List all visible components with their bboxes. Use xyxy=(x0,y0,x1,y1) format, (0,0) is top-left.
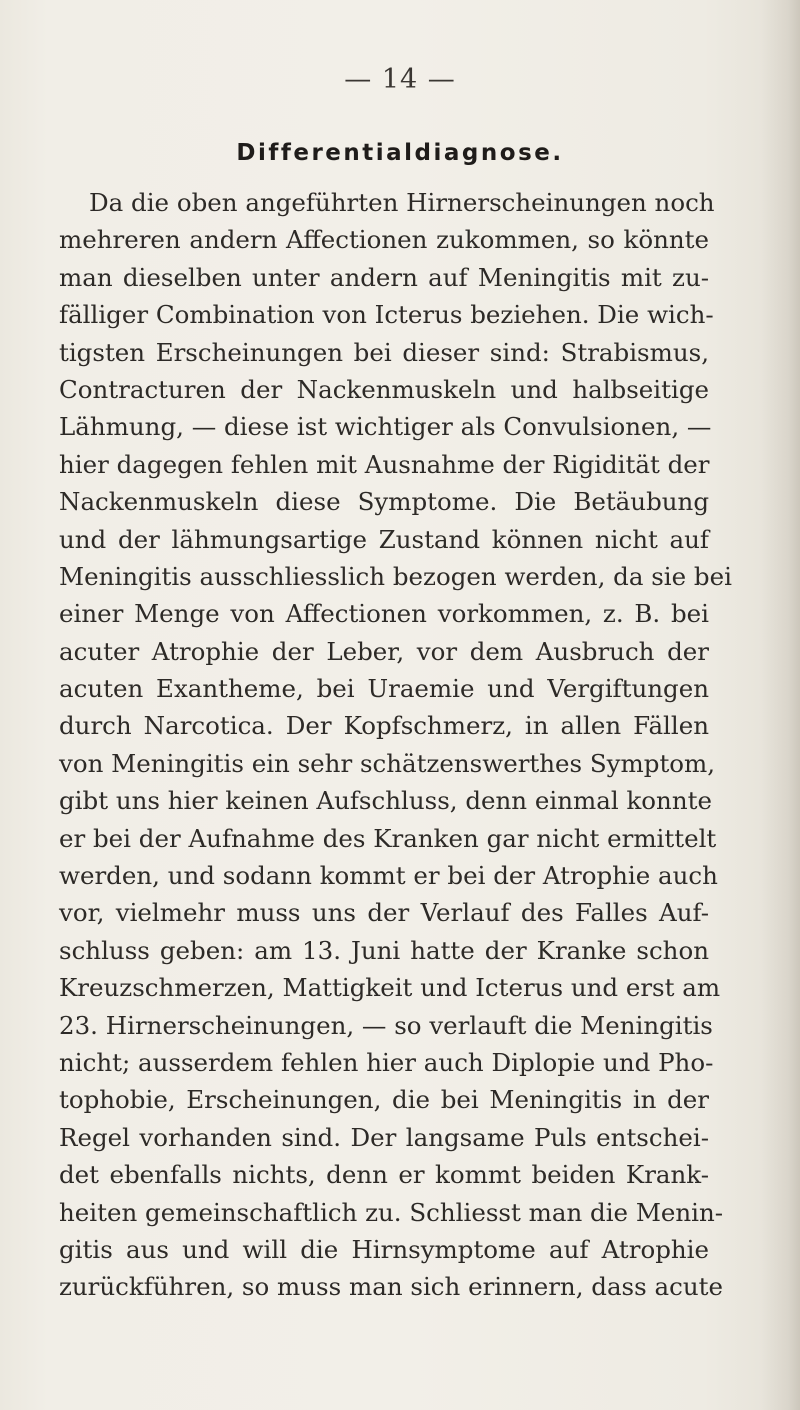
text-line: von Meningitis ein sehr schätzenswerthes Symptom, xyxy=(59,748,716,778)
text-line: einer Menge von Affectionen vorkommen, z. B. bei xyxy=(59,599,709,629)
text-line: acuter Atrophie der Leber, vor dem Ausbruch der xyxy=(59,636,709,666)
text-line: man dieselben unter andern auf Meningitis mit zu- xyxy=(59,262,709,292)
text-line: mehreren andern Affectionen zukommen, so könnte xyxy=(59,225,709,255)
text-line: er bei der Aufnahme des Kranken gar nicht ermittelt xyxy=(59,823,717,853)
text-line: Lähmung, — diese ist wichtiger als Convulsionen, — xyxy=(59,412,712,442)
text-line: tigsten Erscheinungen bei dieser sind: Strabismus, xyxy=(59,337,709,367)
text-line: heiten gemeinschaftlich zu. Schliesst man die Menin- xyxy=(59,1197,724,1227)
page-number: — 14 — xyxy=(344,64,456,95)
text-line: fälliger Combination von Icterus beziehen. Die wich- xyxy=(59,300,714,330)
text-line: gitis aus und will die Hirnsymptome auf Atrophie xyxy=(59,1234,709,1264)
text-line: Meningitis ausschliesslich bezogen werden, da sie bei xyxy=(59,561,732,591)
text-line: durch Narcotica. Der Kopfschmerz, in allen Fällen xyxy=(59,711,709,741)
page-edge-shadow xyxy=(760,0,800,1410)
text-line: schluss geben: am 13. Juni hatte der Kranke schon xyxy=(59,935,709,965)
text-line: hier dagegen fehlen mit Ausnahme der Rigidität der xyxy=(59,449,710,479)
text-line: det ebenfalls nichts, denn er kommt beiden Krank- xyxy=(59,1160,709,1190)
section-heading: Differentialdiagnose. xyxy=(236,140,564,166)
text-line: Contracturen der Nackenmuskeln und halbseitige xyxy=(59,374,709,404)
text-line: vor, vielmehr muss uns der Verlauf des Falles Auf- xyxy=(59,898,709,928)
text-line: acuten Exantheme, bei Uraemie und Vergiftungen xyxy=(59,674,709,704)
text-line: werden, und sodann kommt er bei der Atrophie auch xyxy=(59,861,718,891)
body-paragraph xyxy=(59,184,732,1306)
text-line: gibt uns hier keinen Aufschluss, denn einmal konnte xyxy=(59,786,712,816)
text-line: Nackenmuskeln diese Symptome. Die Betäubung xyxy=(59,487,709,517)
text-line: nicht; ausserdem fehlen hier auch Diplopie und Pho- xyxy=(59,1047,714,1077)
text-line: zurückführen, so muss man sich erinnern, dass acute xyxy=(59,1272,723,1302)
text-line: Da die oben angeführten Hirnerscheinungen noch xyxy=(89,188,715,217)
text-line: und der lähmungsartige Zustand können nicht auf xyxy=(59,524,709,554)
text-line: 23. Hirnerscheinungen, — so verlauft die Meningitis xyxy=(59,1010,713,1040)
text-line: tophobie, Erscheinungen, die bei Meningitis in der xyxy=(59,1085,709,1115)
text-line: Regel vorhanden sind. Der langsame Puls entschei- xyxy=(59,1122,709,1152)
text-line: Kreuzschmerzen, Mattigkeit und Icterus und erst am xyxy=(59,973,721,1003)
